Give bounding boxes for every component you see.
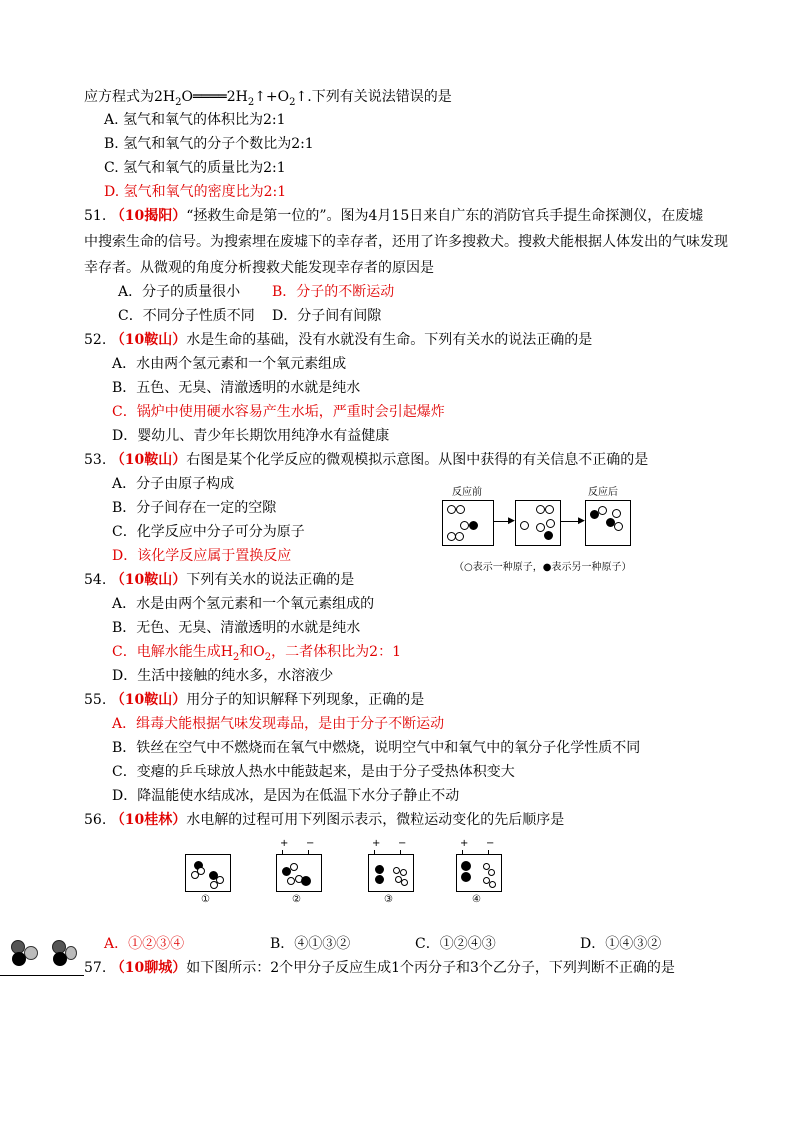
q50-option-d-answer: D. 氢气和氧气的密度比为2:1 [104, 184, 287, 200]
q53-option-c: C．化学反应中分子可分为原子 [112, 524, 305, 540]
q56-label-1: ① [201, 894, 210, 905]
q50-option-b: B. 氢气和氧气的分子个数比为2:1 [104, 136, 314, 152]
q56-label-4: ④ [472, 894, 481, 905]
q53-before-label: 反应前 [452, 487, 482, 498]
q56-panel-1 [185, 852, 233, 908]
q50-stem: 应方程式为$2H_2O════2H_2↑+O_2↑$.下列有关说法错误的是 [84, 89, 452, 108]
q55-option-d: D．降温能使水结成冰，是因为在低温下水分子静止不动 [112, 788, 460, 804]
q54-stem: 54. （10鞍山）下列有关水的说法正确的是 [84, 572, 355, 588]
q56-panel-2: + − ② [272, 838, 328, 908]
q54-source: （10鞍山） [110, 572, 187, 588]
q53-reaction-figure [440, 480, 650, 575]
q55-source: （10鞍山） [110, 692, 187, 708]
q54-option-c-answer: C．电解水能生成$H_2$和$O_2$，二者体积比为2：1 [112, 644, 401, 663]
q53-arrowhead-2: ▶ [578, 516, 585, 526]
q55-option-b: B．铁丝在空气中不燃烧而在氧气中燃烧，说明空气中和氧气中的氧分子化学性质不同 [112, 740, 641, 756]
q52-source: （10鞍山） [110, 332, 187, 348]
q51-line3: 幸存者。从微观的角度分析搜救犬能发现幸存者的原因是 [84, 260, 434, 276]
q51-line1: 51. （10揭阳）“拯救生命是第一位的”。图为4月15日来自广东的消防官兵手提生命探测仪，在废墟 [84, 208, 704, 224]
q51-option-d: D．分子间有间隙 [272, 308, 382, 324]
q53-arrowhead-1: ▶ [508, 516, 515, 526]
q53-box-after [585, 500, 631, 546]
q53-box-middle [515, 500, 561, 546]
q57-source: （10聊城） [110, 960, 187, 976]
q51-option-c: C．不同分子性质不同 [118, 308, 255, 324]
q53-after-label: 反应后 [588, 487, 618, 498]
q56-option-b: B．④①③② [270, 936, 351, 952]
q51-option-b-answer: B．分子的不断运动 [272, 284, 395, 300]
q53-legend: （○表示一种原子，●表示另一种原子） [454, 562, 632, 573]
q51-option-a: A．分子的质量很小 [118, 284, 241, 300]
q53-box-before [442, 500, 494, 546]
q50-option-a: A. 氢气和氧气的体积比为2:1 [104, 112, 286, 128]
q56-label-3: ③ [384, 894, 393, 905]
q55-stem: 55. （10鞍山）用分子的知识解释下列现象，正确的是 [84, 692, 425, 708]
q56-option-d: D．①④③② [580, 936, 662, 952]
q56-panel-4: + − ④ [452, 838, 508, 908]
q53-option-b: B．分子间存在一定的空隙 [112, 500, 277, 516]
q53-option-d-answer: D．该化学反应属于置换反应 [112, 548, 292, 564]
q54-option-a: A．水是由两个氢元素和一个氧元素组成的 [112, 596, 375, 612]
q54-option-b: B．无色、无臭、清澈透明的水就是纯水 [112, 620, 361, 636]
q56-source: （10桂林） [110, 812, 187, 828]
q56-stem: 56. （10桂林）水电解的过程可用下列图示表示，微粒运动变化的先后顺序是 [84, 812, 565, 828]
q52-option-b: B．五色、无臭、清澈透明的水就是纯水 [112, 380, 361, 396]
q57-divider [0, 975, 84, 976]
q53-stem: 53. （10鞍山）右图是某个化学反应的微观模拟示意图。从图中获得的有关信息不正确的是 [84, 452, 649, 468]
q51-line2: 中搜索生命的信号。为搜索埋在废墟下的幸存者，还用了许多搜救犬。搜救犬能根据人体发出的气味发现 [84, 234, 728, 250]
q51-source: （10揭阳） [110, 208, 187, 224]
q55-option-a-answer: A．缉毒犬能根据气味发现毒品，是由于分子不断运动 [112, 716, 445, 732]
q53-option-a: A．分子由原子构成 [112, 476, 235, 492]
q56-label-2: ② [292, 894, 301, 905]
q54-option-d: D．生活中接触的纯水多，水溶液少 [112, 668, 334, 684]
q56-panel-3: + − ③ [364, 838, 420, 908]
q53-source: （10鞍山） [110, 452, 187, 468]
q50-option-c: C. 氢气和氧气的质量比为2:1 [104, 160, 286, 176]
q52-option-d: D．婴幼儿、青少年长期饮用纯净水有益健康 [112, 428, 390, 444]
q51-number: 51. [84, 208, 107, 224]
q52-stem: 52. （10鞍山）水是生命的基础，没有水就没有生命。下列有关水的说法正确的是 [84, 332, 593, 348]
q56-option-c: C．①②④③ [415, 936, 496, 952]
q57-molecule-icons [8, 938, 78, 974]
q55-option-c: C．变瘪的乒乓球放人热水中能鼓起来，是由于分子受热体积变大 [112, 764, 515, 780]
q52-option-c-answer: C．锅炉中使用硬水容易产生水垢，严重时会引起爆炸 [112, 404, 445, 420]
q56-option-a-answer: A．①②③④ [104, 936, 185, 952]
q52-option-a: A．水由两个氢元素和一个氧元素组成 [112, 356, 347, 372]
q57-stem: 57. （10聊城）如下图所示：2个甲分子反应生成1个丙分子和3个乙分子，下列判断不正确的是 [84, 960, 675, 976]
